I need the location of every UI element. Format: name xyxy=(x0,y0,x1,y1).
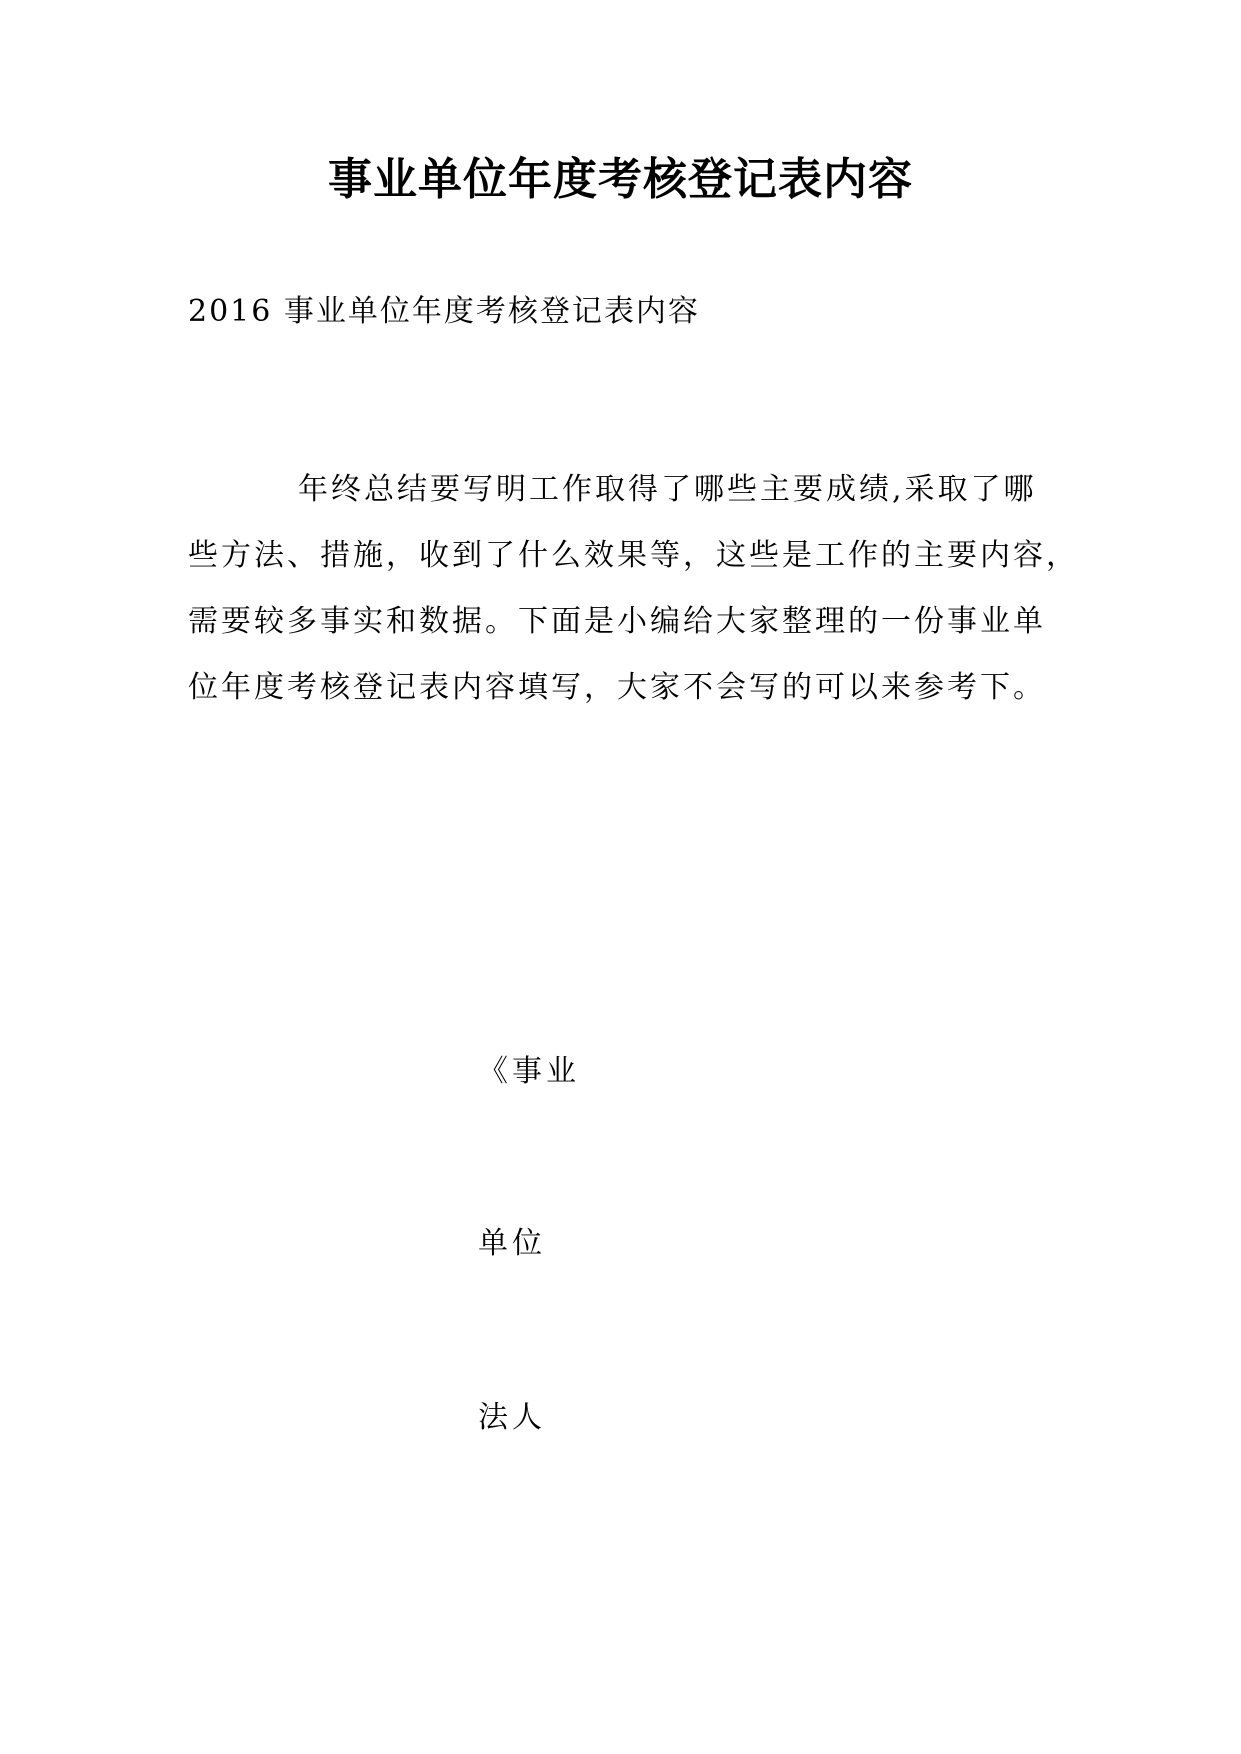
text-fragment: 《事业 xyxy=(478,1054,580,1089)
document-title: 事业单位年度考核登记表内容 xyxy=(328,154,913,205)
paragraph-line: 位年度考核登记表内容填写，大家不会写的可以来参考下。 xyxy=(188,670,1046,705)
paragraph-line: 年终总结要写明工作取得了哪些主要成绩,采取了哪 xyxy=(298,472,1037,507)
text-fragment: 法人 xyxy=(478,1400,546,1435)
paragraph-line: 需要较多事实和数据。下面是小编给大家整理的一份事业单 xyxy=(188,604,1046,639)
intro-paragraph xyxy=(188,470,1079,734)
text-fragment: 单位 xyxy=(478,1226,546,1261)
paragraph-line: 些方法、措施，收到了什么效果等，这些是工作的主要内容， xyxy=(188,538,1079,573)
document-subtitle: 2016 事业单位年度考核登记表内容 xyxy=(188,294,700,329)
